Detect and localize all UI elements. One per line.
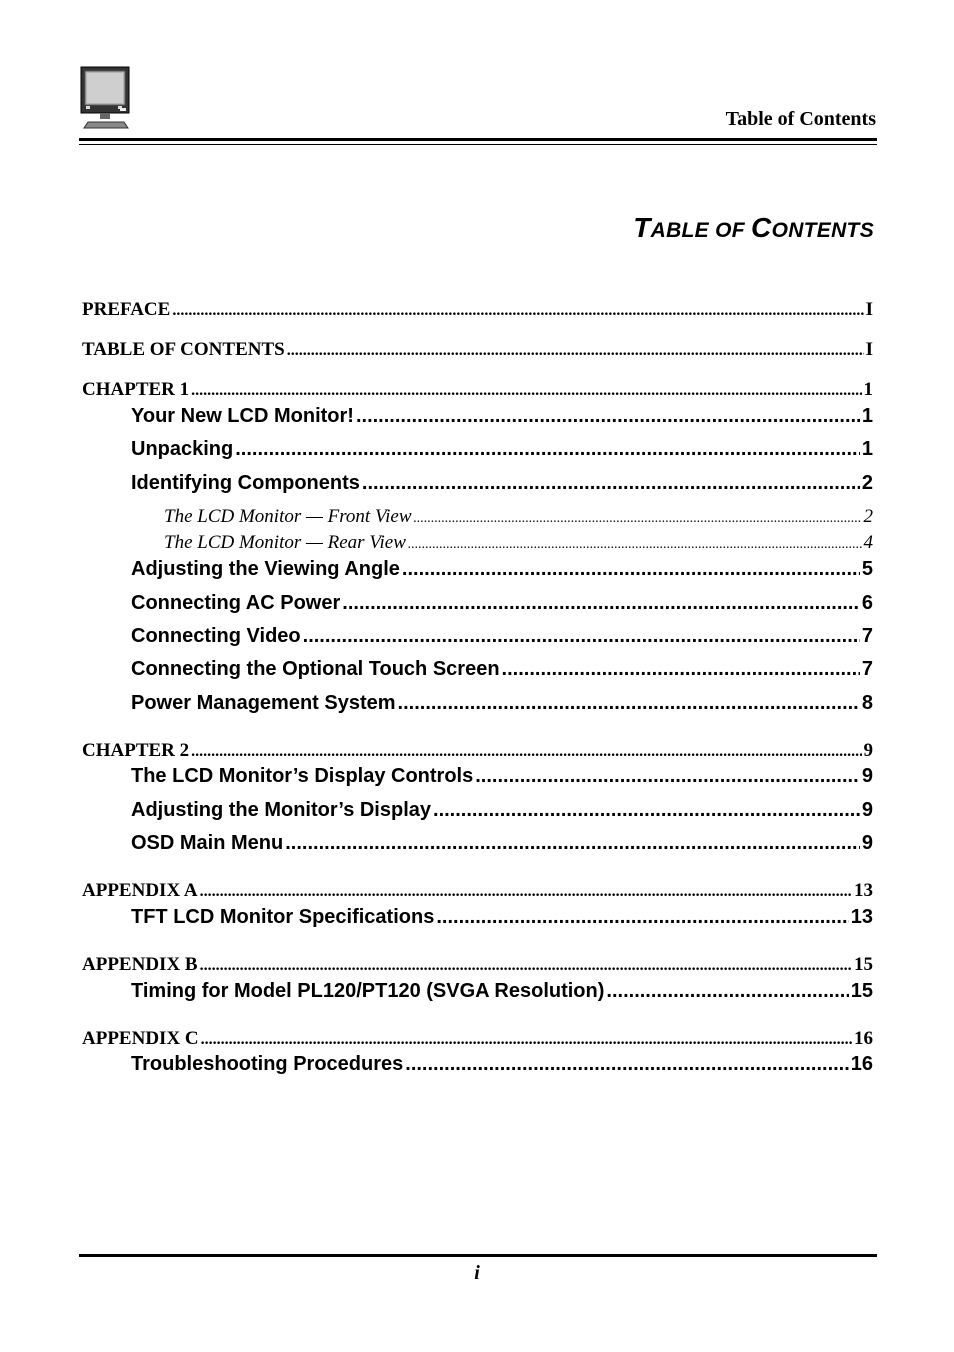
toc-entry[interactable]: Your New LCD Monitor! ..... 1	[131, 405, 873, 428]
toc-entry[interactable]: The LCD Monitor — Rear View ..... 4	[164, 532, 873, 554]
toc-entry[interactable]: CHAPTER 2 ..... 9	[82, 740, 873, 762]
toc-entry[interactable]: TFT LCD Monitor Specifications ..... 13	[131, 906, 873, 929]
toc-entry[interactable]: PREFACE ..... I	[82, 299, 873, 321]
toc-entry[interactable]: CHAPTER 1 ..... 1	[82, 379, 873, 401]
header-rule-thin	[79, 144, 877, 145]
toc-entry[interactable]: Unpacking ..... 1	[131, 438, 873, 461]
toc-entry[interactable]: APPENDIX C ..... 16	[82, 1028, 873, 1050]
page-number: i	[474, 1262, 480, 1284]
toc-entry[interactable]: The LCD Monitor’s Display Controls ..... 9	[131, 765, 873, 788]
toc-entry[interactable]: Timing for Model PL120/PT120 (SVGA Resolution) ..... 15	[131, 980, 873, 1003]
toc-entry[interactable]: APPENDIX B ..... 15	[82, 954, 873, 976]
toc-entry[interactable]: Connecting Video ..... 7	[131, 625, 873, 648]
toc-entry[interactable]: Identifying Components ..... 2	[131, 472, 873, 495]
toc-entry[interactable]: Adjusting the Viewing Angle ..... 5	[131, 558, 873, 581]
toc-entry[interactable]: TABLE OF CONTENTS ..... I	[82, 339, 873, 361]
toc-entry[interactable]: Connecting the Optional Touch Screen ..... 7	[131, 658, 873, 681]
lcd-monitor-icon	[80, 64, 132, 130]
header-rule	[79, 138, 877, 141]
running-header-title: Table of Contents	[725, 108, 876, 130]
toc-entry[interactable]: OSD Main Menu ..... 9	[131, 832, 873, 855]
toc-entry[interactable]: Power Management System ..... 8	[131, 692, 873, 715]
toc-entry[interactable]: APPENDIX A ..... 13	[82, 880, 873, 902]
toc-entry[interactable]: Adjusting the Monitor’s Display ..... 9	[131, 799, 873, 822]
footer-rule	[79, 1254, 877, 1257]
toc-entry[interactable]: Connecting AC Power ..... 6	[131, 592, 873, 615]
page-title: TABLE OF CONTENTS	[633, 212, 874, 243]
toc-entry[interactable]: Troubleshooting Procedures ..... 16	[131, 1053, 873, 1076]
toc-entry[interactable]: The LCD Monitor — Front View ..... 2	[164, 506, 873, 528]
